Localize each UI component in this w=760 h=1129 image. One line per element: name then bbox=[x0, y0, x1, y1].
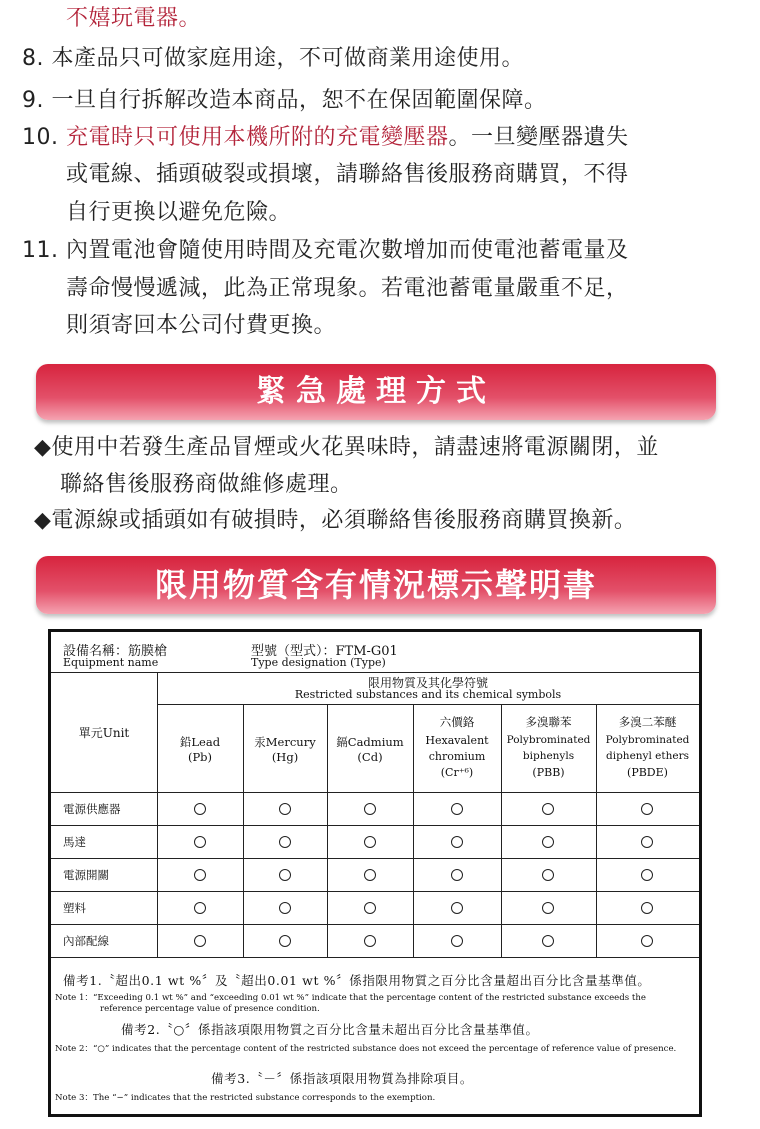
substance-name-en-2: biphenyls bbox=[522, 750, 575, 762]
compliance-circle-icon bbox=[641, 836, 653, 848]
substance-name: 汞Mercury bbox=[254, 735, 316, 749]
compliance-circle-icon bbox=[542, 935, 554, 947]
compliance-circle-icon bbox=[641, 803, 653, 815]
type-label: 型號（型式）：FTM-G01 bbox=[251, 644, 398, 659]
compliance-circle-icon bbox=[364, 935, 376, 947]
note-item-10-line2: 或電線、插頭破裂或損壞，請聯絡售後服務商購買，不得 bbox=[66, 162, 629, 187]
compliance-circle-icon bbox=[279, 836, 291, 848]
item-text: 本產品只可做家庭用途，不可做商業用途使用。 bbox=[51, 46, 525, 71]
item-number: 8. bbox=[22, 46, 44, 71]
equipment-name-en: Equipment name bbox=[63, 656, 159, 669]
diamond-bullet-icon: ◆ bbox=[34, 508, 52, 533]
type-en: Type designation (Type) bbox=[251, 656, 386, 669]
compliance-circle-icon bbox=[279, 869, 291, 881]
item-text-highlight: 充電時只可使用本機所附的充電變壓器 bbox=[66, 125, 449, 150]
substance-name-zh: 多溴二苯醚 bbox=[618, 715, 677, 729]
emergency-item-2 bbox=[34, 506, 636, 536]
substance-symbol: (Cd) bbox=[357, 750, 383, 764]
compliance-circle-icon bbox=[451, 803, 463, 815]
equipment-name-label: 設備名稱：筋膜槍 bbox=[63, 644, 168, 659]
note-2-zh: 備考2.〝○〞係指該項限用物質之百分比含量未超出百分比含量基準值。 bbox=[121, 1022, 539, 1037]
compliance-circle-icon bbox=[451, 869, 463, 881]
note-1-zh: 備考1.〝超出0.1 wt %〞及〝超出0.01 wt %〞係指限用物質之百分比含量超出百分比含量基準值。 bbox=[63, 973, 651, 988]
substance-name-zh: 六價鉻 bbox=[439, 715, 475, 729]
note-item-11 bbox=[22, 236, 629, 266]
compliance-circle-icon bbox=[641, 935, 653, 947]
note-item-11-line2: 壽命慢慢遞減，此為正常現象。若電池蓄電量嚴重不足， bbox=[66, 276, 629, 301]
note-continuation: 不嬉玩電器。 bbox=[66, 6, 202, 31]
compliance-circle-icon bbox=[194, 836, 206, 848]
compliance-circle-icon bbox=[194, 935, 206, 947]
unit-internal-wiring: 內部配線 bbox=[63, 934, 109, 948]
item-number: 11. bbox=[22, 238, 59, 263]
note-2-en: Note 2：“○” indicates that the percentage content of the restricted substance does not exceed the percentage of reference value of presence. bbox=[55, 1044, 677, 1054]
item-text: 使用中若發生產品冒煙或火花異味時，請盡速將電源關閉，並 bbox=[51, 435, 659, 460]
diamond-bullet-icon: ◆ bbox=[34, 435, 52, 460]
compliance-circle-icon bbox=[451, 902, 463, 914]
compliance-circle-icon bbox=[542, 869, 554, 881]
note-item-11-line3: 則須寄回本公司付費更換。 bbox=[66, 313, 337, 338]
unit-column-header: 單元Unit bbox=[78, 726, 130, 740]
item-text: 一旦自行拆解改造本商品，恕不在保固範圍保障。 bbox=[51, 88, 547, 113]
emergency-item-1-line2: 聯絡售後服務商做維修處理。 bbox=[60, 472, 353, 497]
compliance-circle-icon bbox=[279, 902, 291, 914]
item-text: 內置電池會隨使用時間及充電次數增加而使電池蓄電量及 bbox=[66, 238, 629, 263]
substance-symbol: (PBB) bbox=[532, 766, 565, 779]
compliance-circle-icon bbox=[542, 836, 554, 848]
item-number: 10. bbox=[22, 125, 59, 150]
compliance-circle-icon bbox=[364, 902, 376, 914]
compliance-circle-icon bbox=[641, 869, 653, 881]
compliance-circle-icon bbox=[194, 869, 206, 881]
emergency-item-1 bbox=[34, 433, 659, 463]
compliance-circle-icon bbox=[279, 803, 291, 815]
compliance-circle-icon bbox=[364, 869, 376, 881]
compliance-circle-icon bbox=[194, 803, 206, 815]
note-item-10-line3: 自行更換以避免危險。 bbox=[66, 200, 292, 225]
emergency-banner: 緊急處理方式 bbox=[36, 364, 716, 420]
restricted-substances-zh: 限用物質及其化學符號 bbox=[367, 676, 488, 690]
rohs-banner: 限用物質含有情況標示聲明書 bbox=[36, 556, 716, 614]
note-item-10 bbox=[22, 123, 629, 153]
substance-name-en: Polybrominated bbox=[506, 734, 591, 746]
note-item-9 bbox=[22, 86, 547, 116]
substance-name-en-2: chromium bbox=[428, 750, 486, 763]
substance-symbol: (PBDE) bbox=[627, 766, 668, 779]
item-text: 。一旦變壓器遺失 bbox=[448, 125, 629, 150]
item-number: 9. bbox=[22, 88, 44, 113]
compliance-circle-icon bbox=[542, 803, 554, 815]
compliance-circle-icon bbox=[641, 902, 653, 914]
compliance-circle-icon bbox=[194, 902, 206, 914]
compliance-circle-icon bbox=[364, 836, 376, 848]
substance-symbol: (Cr⁺⁶) bbox=[440, 766, 474, 779]
note-3-en: Note 3：The “−” indicates that the restricted substance corresponds to the exemption. bbox=[55, 1093, 436, 1103]
restricted-substances-en: Restricted substances and its chemical symbols bbox=[294, 688, 562, 701]
substance-name: 鎘Cadmium bbox=[336, 735, 404, 749]
note-1-en: Note 1：“Exceeding 0.1 wt %” and “exceeding 0.01 wt %” indicate that the percentage content of the restricted substance exceeds the bbox=[55, 993, 646, 1003]
substance-symbol: (Hg) bbox=[271, 750, 299, 764]
substance-name-zh: 多溴聯苯 bbox=[525, 715, 572, 729]
compliance-circle-icon bbox=[451, 935, 463, 947]
item-text: 電源線或插頭如有破損時，必須聯絡售後服務商購買換新。 bbox=[51, 508, 637, 533]
substance-symbol: (Pb) bbox=[187, 750, 213, 764]
substance-name-en-2: diphenyl ethers bbox=[606, 750, 689, 762]
compliance-circle-icon bbox=[279, 935, 291, 947]
substance-name-en: Polybrominated bbox=[605, 734, 690, 746]
substance-name: 鉛Lead bbox=[179, 735, 221, 749]
unit-power-supply: 電源供應器 bbox=[63, 802, 121, 816]
note-1-en-line2: reference percentage value of presence condition. bbox=[100, 1004, 320, 1014]
note-item-8 bbox=[22, 44, 524, 74]
compliance-circle-icon bbox=[451, 836, 463, 848]
rohs-declaration-table bbox=[48, 629, 702, 1117]
unit-motor: 馬達 bbox=[63, 835, 86, 849]
substance-name-en: Hexavalent bbox=[425, 734, 489, 747]
compliance-circle-icon bbox=[364, 803, 376, 815]
note-3-zh: 備考3.〝－〞係指該項限用物質為排除項目。 bbox=[211, 1071, 474, 1086]
compliance-circle-icon bbox=[542, 902, 554, 914]
unit-power-switch: 電源開關 bbox=[63, 868, 109, 882]
unit-plastic: 塑料 bbox=[63, 901, 86, 915]
